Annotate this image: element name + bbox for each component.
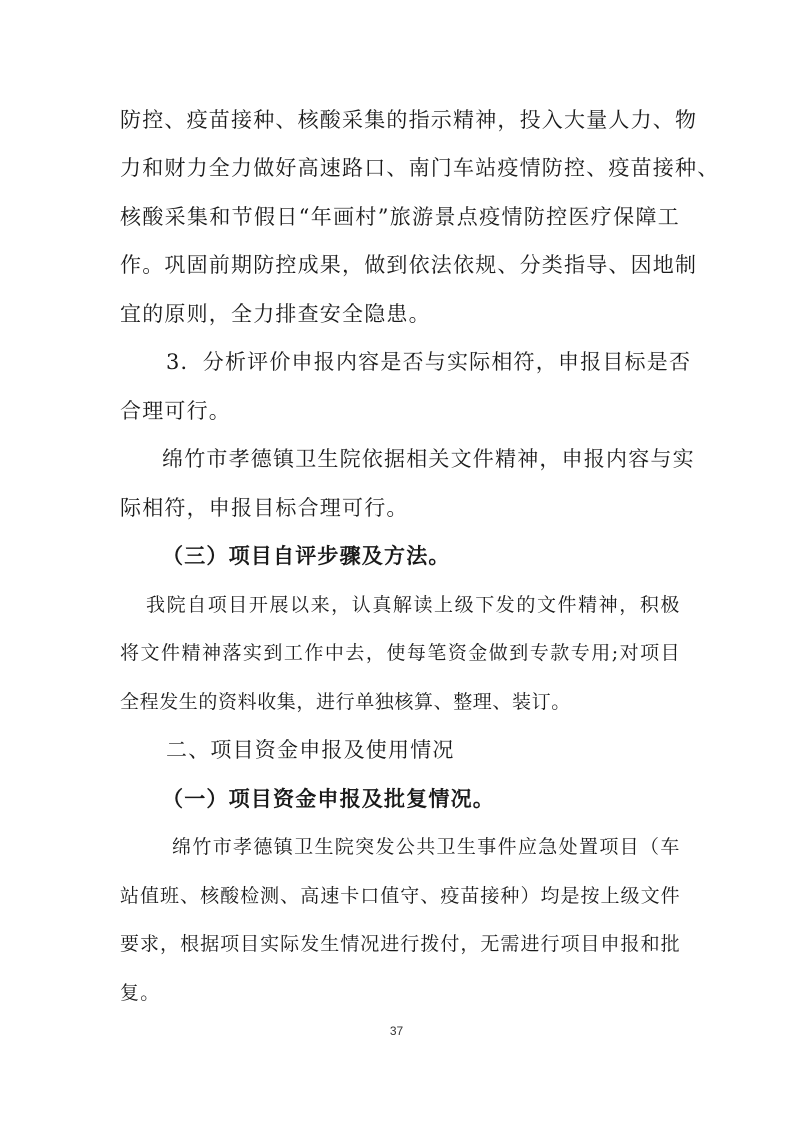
chapter-heading: 二、项目资金申报及使用情况 (166, 738, 455, 762)
paragraph-line: 宜的原则，全力排查安全隐患。 (120, 302, 431, 326)
paragraph-line: 将文件精神落实到工作中去，使每笔资金做到专款专用;对项目 (120, 642, 680, 664)
section-heading: （一）项目资金申报及批复情况。 (162, 787, 495, 811)
paragraph-line: 际相符，申报目标合理可行。 (120, 496, 409, 520)
paragraph-line: 要求，根据项目实际发生情况进行拨付，无需进行项目申报和批 (120, 933, 680, 955)
paragraph-line: 合理可行。 (120, 399, 231, 423)
paragraph-line: 复。 (120, 982, 161, 1004)
paragraph-line: 核酸采集和节假日“年画村”旅游景点疫情防控医疗保障工 (120, 205, 680, 229)
page-number: 37 (389, 1024, 404, 1038)
paragraph-line: 力和财力全力做好高速路口、南门车站疫情防控、疫苗接种、 (120, 156, 720, 180)
paragraph-line: 我院自项目开展以来，认真解读上级下发的文件精神，积极 (146, 594, 680, 616)
paragraph-line: 全程发生的资料收集，进行单独核算、整理、装订。 (120, 691, 571, 713)
section-heading: （三）项目自评步骤及方法。 (162, 544, 451, 568)
paragraph-line: 站值班、核酸检测、高速卡口值守、疫苗接种）均是按上级文件 (120, 885, 680, 907)
paragraph-line: 绵竹市孝德镇卫生院突发公共卫生事件应急处置项目（车 (172, 836, 680, 858)
paragraph-line: 防控、疫苗接种、核酸采集的指示精神，投入大量人力、物 (120, 108, 698, 132)
paragraph-line: 3．分析评价申报内容是否与实际相符，申报目标是否 (166, 350, 692, 374)
paragraph-line: 作。巩固前期防控成果，做到依法依规、分类指导、因地制 (120, 253, 698, 277)
paragraph-line: 绵竹市孝德镇卫生院依据相关文件精神，申报内容与实 (162, 447, 695, 471)
